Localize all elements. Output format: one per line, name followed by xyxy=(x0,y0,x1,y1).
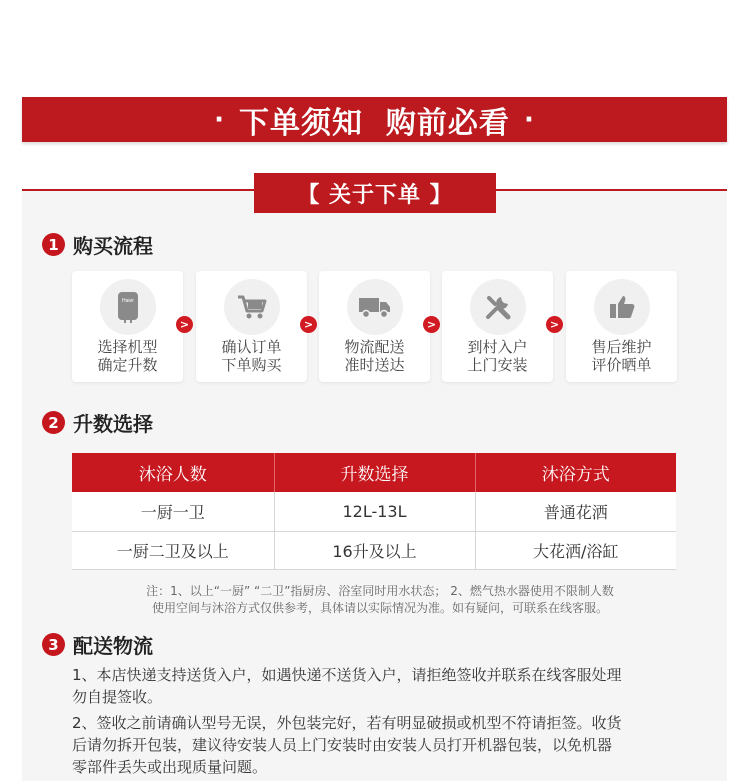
section-header-purchase-flow xyxy=(42,230,153,259)
step-card-confirm-order xyxy=(196,271,307,382)
arrow-right-icon: > xyxy=(300,316,317,333)
table-row xyxy=(72,531,676,569)
table-header: 沐浴方式 xyxy=(475,453,676,492)
section-number-badge: 3 xyxy=(42,633,65,656)
table-cell: 大花洒/浴缸 xyxy=(475,531,676,569)
delivery-paragraph-2 xyxy=(72,712,662,778)
paragraph-line: 2、签收之前请确认型号无误，外包装完好，若有明显破损或机型不符请拒签。收货 xyxy=(72,714,622,732)
tools-icon xyxy=(470,279,526,335)
truck-icon xyxy=(347,279,403,335)
step-label xyxy=(319,338,430,374)
step-card-select-model xyxy=(72,271,183,382)
table-cell: 一厨二卫及以上 xyxy=(72,531,274,569)
table-header-row xyxy=(72,453,676,492)
section-tab xyxy=(254,173,496,213)
table-cell: 12L-13L xyxy=(274,492,475,531)
section-number-badge: 2 xyxy=(42,411,65,434)
section-title: 配送物流 xyxy=(73,634,153,658)
table-cell: 16升及以上 xyxy=(274,531,475,569)
delivery-paragraph-1 xyxy=(72,664,662,708)
arrow-right-icon: > xyxy=(423,316,440,333)
section-tab-label: 【 关于下单 】 xyxy=(297,182,453,208)
step-label xyxy=(566,338,677,374)
step-label-line1: 售后维护 xyxy=(591,338,652,356)
step-label-line1: 确认订单 xyxy=(221,338,282,356)
step-label xyxy=(196,338,307,374)
table-header: 沐浴人数 xyxy=(72,453,274,492)
step-card-delivery xyxy=(319,271,430,382)
table-note xyxy=(100,583,660,617)
step-label-line2: 确定升数 xyxy=(97,356,158,374)
brand-label: Haier xyxy=(122,298,134,304)
step-label xyxy=(442,338,553,374)
paragraph-line: 1、本店快递支持送货入户，如遇快递不送货入户，请拒绝签收并联系在线客服处理 xyxy=(72,666,622,684)
cart-icon xyxy=(224,279,280,335)
thumbs-up-icon xyxy=(594,279,650,335)
section-header-delivery xyxy=(42,630,153,659)
banner-dot-right: · xyxy=(523,104,535,135)
step-label-line1: 选择机型 xyxy=(97,338,158,356)
step-label-line2: 准时送达 xyxy=(344,356,405,374)
arrow-right-icon: > xyxy=(176,316,193,333)
notice-banner xyxy=(22,97,727,142)
step-label-line2: 评价晒单 xyxy=(591,356,652,374)
water-heater-icon xyxy=(100,279,156,335)
paragraph-line: 勿自提签收。 xyxy=(72,688,163,706)
step-label-line2: 下单购买 xyxy=(221,356,282,374)
table-row xyxy=(72,492,676,531)
section-title: 升数选择 xyxy=(73,412,153,436)
note-line: 使用空间与沐浴方式仅供参考，具体请以实际情况为准。如有疑问，可联系在线客服。 xyxy=(151,601,608,615)
step-label-line2: 上门安装 xyxy=(467,356,528,374)
capacity-table xyxy=(72,453,676,570)
table-cell: 普通花洒 xyxy=(475,492,676,531)
note-line: 注：1、以上“一厨” “二卫”指厨房、浴室同时用水状态； 2、燃气热水器使用不限制人数 xyxy=(146,584,614,598)
step-label-line1: 到村入户 xyxy=(467,338,528,356)
banner-title: 下单须知 购前必看 xyxy=(239,105,510,141)
banner-dot-left: · xyxy=(214,104,226,135)
step-label-line1: 物流配送 xyxy=(344,338,405,356)
section-number-badge: 1 xyxy=(42,233,65,256)
step-label xyxy=(72,338,183,374)
section-header-capacity xyxy=(42,408,153,437)
purchase-steps xyxy=(72,271,678,382)
table-cell: 一厨一卫 xyxy=(72,492,274,531)
section-title: 购买流程 xyxy=(73,234,153,258)
arrow-right-icon: > xyxy=(546,316,563,333)
paragraph-line: 零部件丢失或出现质量问题。 xyxy=(72,758,268,776)
paragraph-line: 后请勿拆开包装，建议待安装人员上门安装时由安装人员打开机器包装，以免机器 xyxy=(72,736,613,754)
step-card-installation xyxy=(442,271,553,382)
table-header: 升数选择 xyxy=(274,453,475,492)
step-card-after-sales xyxy=(566,271,677,382)
